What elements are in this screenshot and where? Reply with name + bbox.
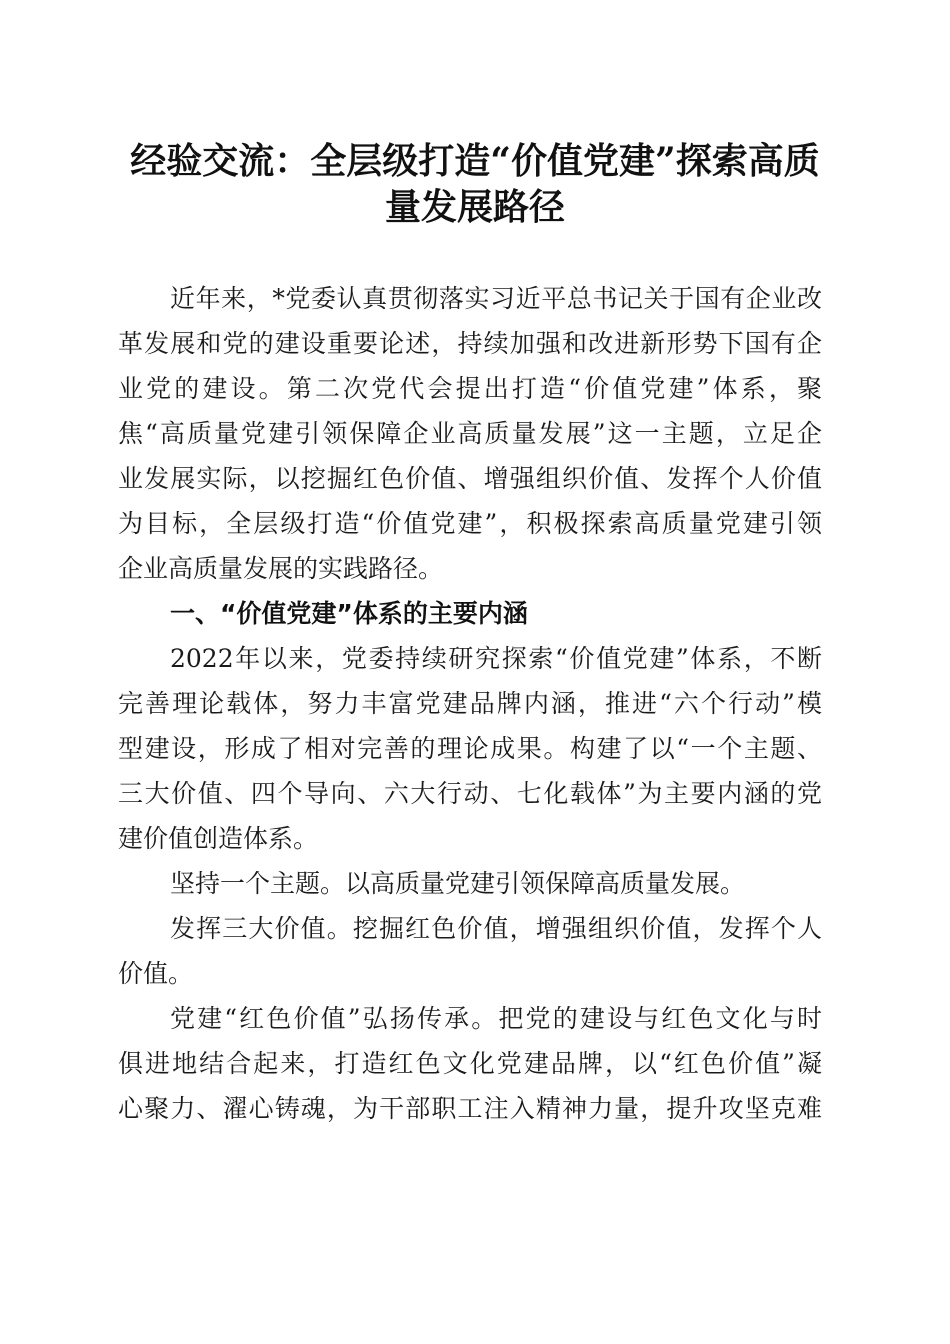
paragraph-2-line: 建价值创造体系。 xyxy=(118,824,319,853)
paragraph-5-line: 心聚力、濯心铸魂，为干部职工注入精神力量，提升攻坚克难 xyxy=(118,1094,822,1123)
paragraph-1-line: 革发展和党的建设重要论述，持续加强和改进新形势下国有企 xyxy=(118,329,822,358)
paragraph-1-line: 为目标，全层级打造“价值党建”，积极探索高质量党建引领 xyxy=(118,509,822,538)
paragraph-2-line: 三大价值、四个导向、六大行动、七化载体”为主要内涵的党 xyxy=(118,779,822,808)
section-heading-1: 一、“价值党建”体系的主要内涵 xyxy=(170,599,528,628)
document-title-line-2: 量发展路径 xyxy=(384,186,565,228)
paragraph-1-line: 近年来，*党委认真贯彻落实习近平总书记关于国有企业改 xyxy=(170,284,822,313)
paragraph-4-line: 价值。 xyxy=(118,959,194,988)
paragraph-1-line: 焦“高质量党建引领保障企业高质量发展”这一主题，立足企 xyxy=(118,419,822,448)
document-title-line-1: 经验交流：全层级打造“价值党建”探索高质 xyxy=(130,140,820,182)
paragraph-2-line: 完善理论载体，努力丰富党建品牌内涵，推进“六个行动”模 xyxy=(118,689,822,718)
paragraph-1-line: 业党的建设。第二次党代会提出打造“价值党建”体系，聚 xyxy=(118,374,822,403)
paragraph-1-line: 业发展实际，以挖掘红色价值、增强组织价值、发挥个人价值 xyxy=(118,464,822,493)
paragraph-3-line: 坚持一个主题。以高质量党建引领保障高质量发展。 xyxy=(170,869,746,898)
paragraph-5-line: 党建“红色价值”弘扬传承。把党的建设与红色文化与时 xyxy=(170,1004,822,1033)
paragraph-5-line: 俱进地结合起来，打造红色文化党建品牌，以“红色价值”凝 xyxy=(118,1049,822,1078)
paragraph-2-line: 型建设，形成了相对完善的理论成果。构建了以“一个主题、 xyxy=(118,734,822,763)
paragraph-4-line: 发挥三大价值。挖掘红色价值，增强组织价值，发挥个人 xyxy=(170,914,822,943)
paragraph-1-line: 企业高质量发展的实践路径。 xyxy=(118,554,444,583)
paragraph-2-line: 2022年以来，党委持续研究探索“价值党建”体系，不断 xyxy=(170,644,822,673)
